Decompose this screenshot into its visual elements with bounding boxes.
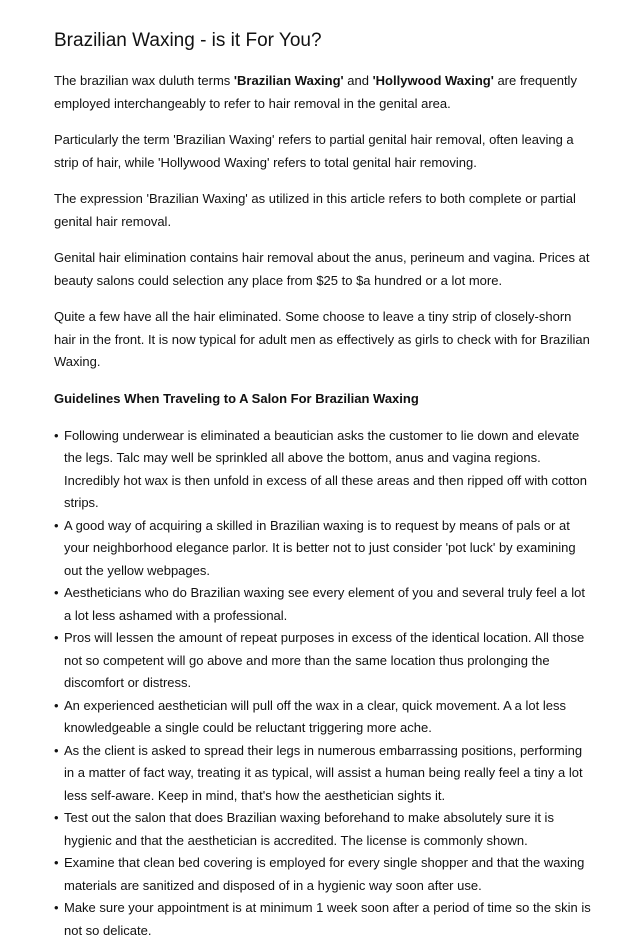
bullet-icon: • [54, 897, 59, 920]
list-item [54, 582, 594, 627]
list-item-text: A good way of acquiring a skilled in Brazilian waxing is to request by means of pals or at your neighborhood elegance parlor. It is better not to just consider 'pot luck' by examining out the yellow webpages. [64, 518, 576, 578]
list-item [54, 425, 594, 515]
list-item [54, 807, 594, 852]
bullet-icon: • [54, 807, 59, 830]
bullet-icon: • [54, 740, 59, 763]
list-item [54, 897, 594, 942]
bullet-icon: • [54, 425, 59, 448]
intro-paragraph [54, 70, 594, 115]
intro-term-brazilian: 'Brazilian Waxing' [234, 73, 344, 88]
document-page [54, 0, 594, 942]
list-item-text: An experienced aesthetician will pull off the wax in a clear, quick movement. A a lot less knowledgeable a single could be reluctant triggering more ache. [64, 698, 566, 736]
intro-text-middle: and [344, 73, 373, 88]
list-item-text: Examine that clean bed covering is employed for every single shopper and that the waxing materials are sanitized and disposed of in a hygienic way soon after use. [64, 855, 584, 893]
list-item-text: As the client is asked to spread their legs in numerous embarrassing positions, performing in a matter of fact way, treating it as typical, will assist a human being really feel a tiny a lot less self-aware. Keep in mind, that's how the aesthetician sights it. [64, 743, 583, 803]
bullet-icon: • [54, 852, 59, 875]
paragraph-expression: The expression 'Brazilian Waxing' as utilized in this article refers to both complete or partial genital hair removal. [54, 188, 594, 233]
bullet-icon: • [54, 695, 59, 718]
paragraph-definitions: Particularly the term 'Brazilian Waxing' refers to partial genital hair removal, often leaving a strip of hair, while 'Hollywood Waxing' refers to total genital hair removing. [54, 129, 594, 174]
document-title: Brazilian Waxing - is it For You? [54, 0, 594, 53]
bullet-icon: • [54, 627, 59, 650]
intro-term-hollywood: 'Hollywood Waxing' [373, 73, 494, 88]
paragraph-choices: Quite a few have all the hair eliminated. Some choose to leave a tiny strip of closely-shorn hair in the front. It is now typical for adult men as effectively as girls to check with for Brazilian Waxing. [54, 306, 594, 374]
list-item [54, 627, 594, 695]
list-item-text: Following underwear is eliminated a beautician asks the customer to lie down and elevate the legs. Talc may well be sprinkled all above the bottom, anus and vagina regions. Incredibly hot wax is then unfold in excess of all these areas and then ripped off with cotton strips. [64, 428, 587, 511]
guidelines-list [54, 425, 594, 942]
bullet-icon: • [54, 582, 59, 605]
list-item [54, 515, 594, 583]
list-item-text: Test out the salon that does Brazilian waxing beforehand to make absolutely sure it is hygienic and that the aesthetician is accredited. The license is commonly shown. [64, 810, 554, 848]
list-item-text: Aestheticians who do Brazilian waxing see every element of you and several truly feel a lot a lot less ashamed with a professional. [64, 585, 585, 623]
intro-text-before: The brazilian wax duluth terms [54, 73, 234, 88]
bullet-icon: • [54, 515, 59, 538]
list-item-text: Pros will lessen the amount of repeat purposes in excess of the identical location. All those not so competent will go above and more than the same location thus prolonging the discomfort or distress. [64, 630, 584, 690]
list-item-text: Make sure your appointment is at minimum 1 week soon after a period of time so the skin is not so delicate. [64, 900, 591, 938]
section-heading: Guidelines When Traveling to A Salon For Brazilian Waxing [54, 388, 594, 410]
list-item [54, 695, 594, 740]
list-item [54, 852, 594, 897]
paragraph-prices: Genital hair elimination contains hair removal about the anus, perineum and vagina. Prices at beauty salons could selection any place from $25 to $a hundred or a lot more. [54, 247, 594, 292]
list-item [54, 740, 594, 808]
intro-text-after: are frequently employed interchangeably to refer to hair removal in the genital area. [54, 73, 577, 111]
